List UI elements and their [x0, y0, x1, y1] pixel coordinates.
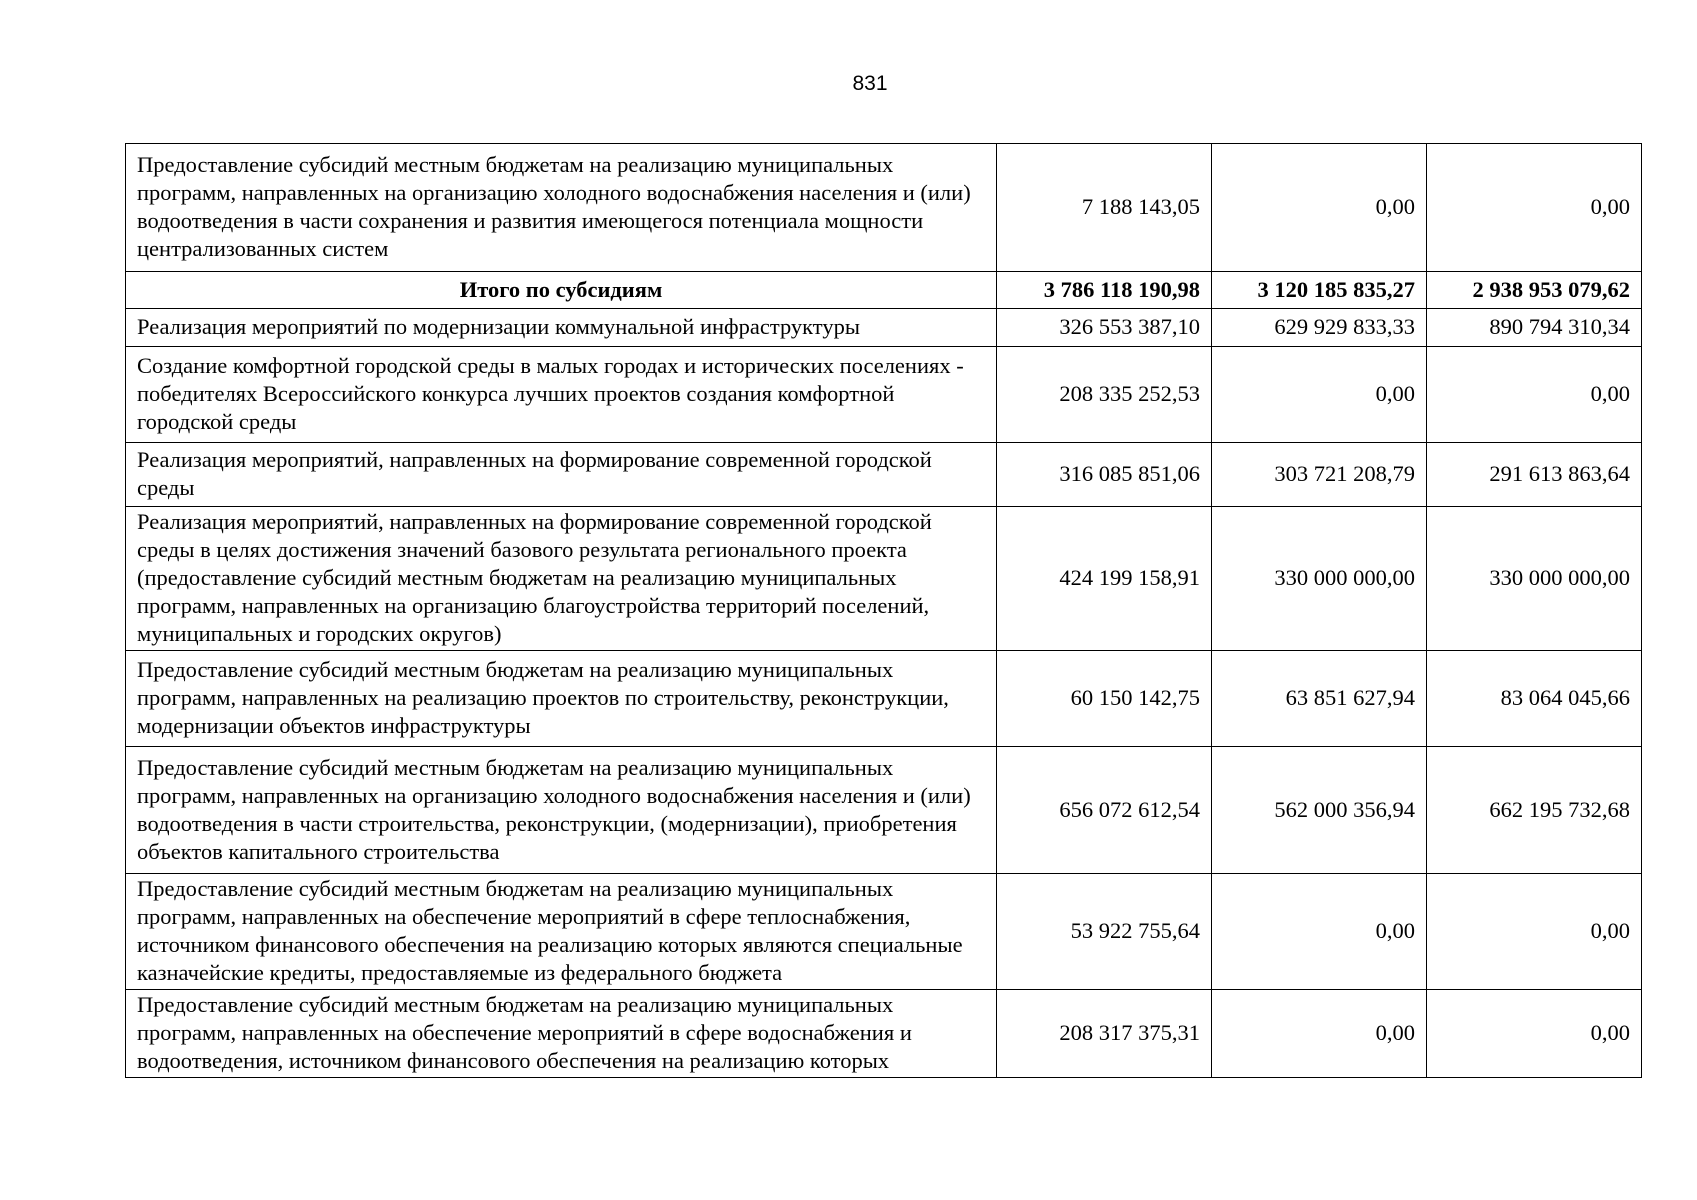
page-number: 831 — [852, 72, 888, 95]
row-value-2: 63 851 627,94 — [1212, 651, 1427, 747]
total-value-3: 2 938 953 079,62 — [1427, 272, 1642, 309]
row-value-3: 662 195 732,68 — [1427, 747, 1642, 874]
row-value-1: 316 085 851,06 — [997, 443, 1212, 507]
table-row — [126, 747, 1642, 874]
row-value-3: 291 613 863,64 — [1427, 443, 1642, 507]
row-value-1: 208 335 252,53 — [997, 347, 1212, 443]
row-value-1: 424 199 158,91 — [997, 507, 1212, 651]
row-value-2: 0,00 — [1212, 990, 1427, 1078]
row-description: Реализация мероприятий по модернизации коммунальной инфраструктуры — [126, 309, 997, 347]
table-row — [126, 507, 1642, 651]
row-description: Реализация мероприятий, направленных на формирование современной городской среды в целях достижения значений базового результата регионального проекта (предоставление субсидий местным бюджетам на реализацию муниципальных программ, направленных на организацию благоустройства территорий поселений, муниципальных и городских округов) — [126, 507, 997, 651]
row-value-3: 330 000 000,00 — [1427, 507, 1642, 651]
row-value-3: 83 064 045,66 — [1427, 651, 1642, 747]
row-description: Предоставление субсидий местным бюджетам на реализацию муниципальных программ, направленных на организацию холодного водоснабжения населения и (или) водоотведения в части строительства, реконструкции, (модернизации), приобретения объектов капитального строительства — [126, 747, 997, 874]
table-row — [126, 309, 1642, 347]
budget-table — [125, 143, 1642, 1078]
row-value-1: 656 072 612,54 — [997, 747, 1212, 874]
table-row — [126, 874, 1642, 990]
row-description: Предоставление субсидий местным бюджетам на реализацию муниципальных программ, направленных на обеспечение мероприятий в сфере водоснабжения и водоотведения, источником финансового обеспечения на реализацию которых — [126, 990, 997, 1078]
row-value-1: 7 188 143,05 — [997, 144, 1212, 272]
total-row — [126, 272, 1642, 309]
row-value-1: 53 922 755,64 — [997, 874, 1212, 990]
row-description: Предоставление субсидий местным бюджетам на реализацию муниципальных программ, направленных на реализацию проектов по строительству, реконструкции, модернизации объектов инфраструктуры — [126, 651, 997, 747]
row-value-3: 890 794 310,34 — [1427, 309, 1642, 347]
row-value-3: 0,00 — [1427, 990, 1642, 1078]
row-value-2: 303 721 208,79 — [1212, 443, 1427, 507]
table-row — [126, 347, 1642, 443]
table-row — [126, 651, 1642, 747]
total-value-1: 3 786 118 190,98 — [997, 272, 1212, 309]
row-description: Создание комфортной городской среды в малых городах и исторических поселениях - победителях Всероссийского конкурса лучших проектов создания комфортной городской среды — [126, 347, 997, 443]
row-value-2: 0,00 — [1212, 347, 1427, 443]
row-value-2: 562 000 356,94 — [1212, 747, 1427, 874]
row-description: Предоставление субсидий местным бюджетам на реализацию муниципальных программ, направленных на обеспечение мероприятий в сфере теплоснабжения, источником финансового обеспечения на реализацию которых являются специальные казначейские кредиты, предоставляемые из федерального бюджета — [126, 874, 997, 990]
row-value-2: 0,00 — [1212, 144, 1427, 272]
row-value-1: 60 150 142,75 — [997, 651, 1212, 747]
row-value-1: 208 317 375,31 — [997, 990, 1212, 1078]
row-value-3: 0,00 — [1427, 874, 1642, 990]
total-label: Итого по субсидиям — [126, 272, 997, 309]
row-value-2: 629 929 833,33 — [1212, 309, 1427, 347]
row-value-3: 0,00 — [1427, 347, 1642, 443]
table-row — [126, 443, 1642, 507]
table-row — [126, 144, 1642, 272]
row-value-2: 330 000 000,00 — [1212, 507, 1427, 651]
row-value-3: 0,00 — [1427, 144, 1642, 272]
row-description: Реализация мероприятий, направленных на формирование современной городской среды — [126, 443, 997, 507]
row-value-1: 326 553 387,10 — [997, 309, 1212, 347]
row-description: Предоставление субсидий местным бюджетам на реализацию муниципальных программ, направленных на организацию холодного водоснабжения населения и (или) водоотведения в части сохранения и развития имеющегося потенциала мощности централизованных систем — [126, 144, 997, 272]
total-value-2: 3 120 185 835,27 — [1212, 272, 1427, 309]
table-row — [126, 990, 1642, 1078]
row-value-2: 0,00 — [1212, 874, 1427, 990]
